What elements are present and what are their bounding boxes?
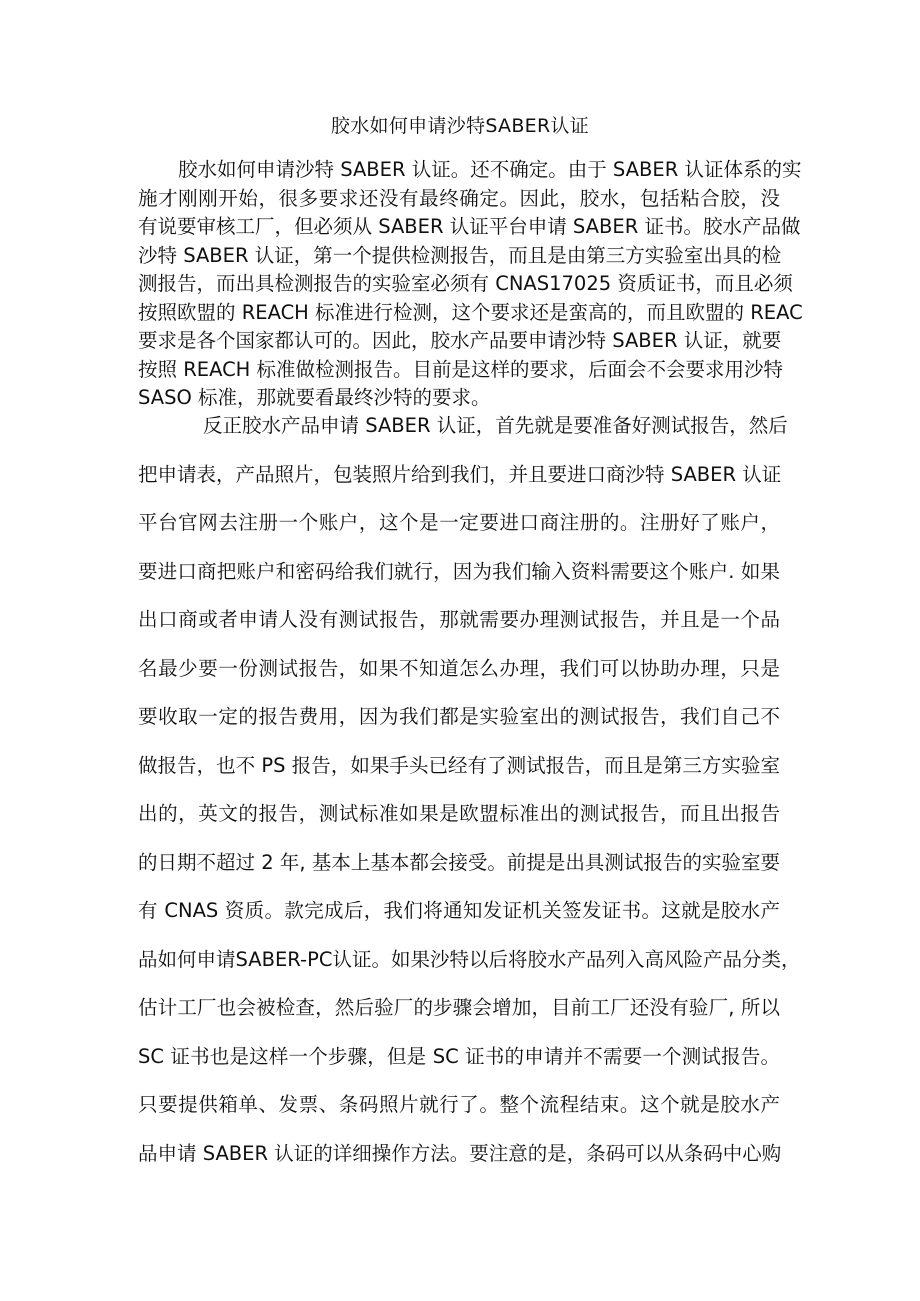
paragraph-2-line: 要收取一定的报告费用，因为我们都是实验室出的测试报告，我们自己不 <box>138 705 780 728</box>
document-title: 胶水如何申请沙特SABER认证 <box>330 115 590 137</box>
paragraph-2-line: 把申请表，产品照片，包装照片给到我们，并且要进口商沙特 SABER 认证 <box>138 462 782 486</box>
paragraph-1-line: 沙特 SABER 认证，第一个提供检测报告，而且是由第三方实验室出具的检 <box>138 243 782 267</box>
paragraph-1-line: 胶水如何申请沙特 SABER 认证。还不确定。由于 SABER 认证体系的实 <box>178 158 802 181</box>
paragraph-2-line: 做报告，也不 PS 报告，如果手头已经有了测试报告，而且是第三方实验室 <box>138 753 780 777</box>
paragraph-2-line: 平台官网去注册一个账户，这个是一定要进口商注册的。注册好了账户， <box>138 511 780 534</box>
paragraph-2-line: 品申请 SABER 认证的详细操作方法。要注意的是，条码可以从条码中心购 <box>138 1141 782 1165</box>
paragraph-2-line: 的日期不超过 2 年, 基本上基本都会接受。前提是出具测试报告的实验室要 <box>138 850 780 874</box>
paragraph-1-line: 按照欧盟的 REACH 标准进行检测，这个要求还是蛮高的，而且欧盟的 REAC <box>138 300 803 324</box>
paragraph-2-line: 出的，英文的报告，测试标准如果是欧盟标准出的测试报告，而且出报告 <box>138 802 780 825</box>
paragraph-2 <box>138 402 801 1178</box>
paragraph-2-line: 出口商或者申请人没有测试报告，那就需要办理测试报告，并且是一个品 <box>138 608 780 631</box>
paragraph-1-line: 要求是各个国家都认可的。因此，胶水产品要申请沙特 SABER 认证，就要 <box>138 329 782 352</box>
paragraph-1-line: 有说要审核工厂，但必须从 SABER 认证平台申请 SABER 证书。胶水产品做 <box>138 215 801 238</box>
paragraph-1-line: SASO 标准，那就要看最终沙特的要求。 <box>138 386 491 409</box>
paragraph-1 <box>138 156 803 413</box>
paragraph-1-line: 按照 REACH 标准做检测报告。目前是这样的要求，后面会不会要求用沙特 <box>138 357 784 381</box>
paragraph-2-line: 品如何申请SABER-PC认证。如果沙特以后将胶水产品列入高风险产品分类， <box>138 947 801 971</box>
paragraph-2-line: 估计工厂也会被检查，然后验厂的步骤会增加，目前工厂还没有验厂, 所以 <box>138 996 780 1019</box>
paragraph-2-line: SC 证书也是这样一个步骤，但是 SC 证书的申请并不需要一个测试报告。 <box>138 1044 780 1068</box>
paragraph-2-line: 名最少要一份测试报告，如果不知道怎么办理，我们可以协助办理，只是 <box>138 656 780 680</box>
paragraph-2-line: 只要提供箱单、发票、条码照片就行了。整个流程结束。这个就是胶水产 <box>138 1093 780 1116</box>
paragraph-1-line: 测报告，而出具检测报告的实验室必须有 CNAS17025 资质证书，而且必须 <box>138 272 793 295</box>
paragraph-1-line: 施才刚刚开始，很多要求还没有最终确定。因此，胶水，包括粘合胶，没 <box>138 186 780 210</box>
paragraph-2-line: 有 CNAS 资质。款完成后，我们将通知发证机关签发证书。这就是胶水产 <box>138 899 780 922</box>
paragraph-2-line: 反正胶水产品申请 SABER 认证，首先就是要准备好测试报告，然后 <box>203 414 788 437</box>
paragraph-2-line: 要进口商把账户和密码给我们就行，因为我们输入资料需要这个账户. 如果 <box>138 559 780 583</box>
